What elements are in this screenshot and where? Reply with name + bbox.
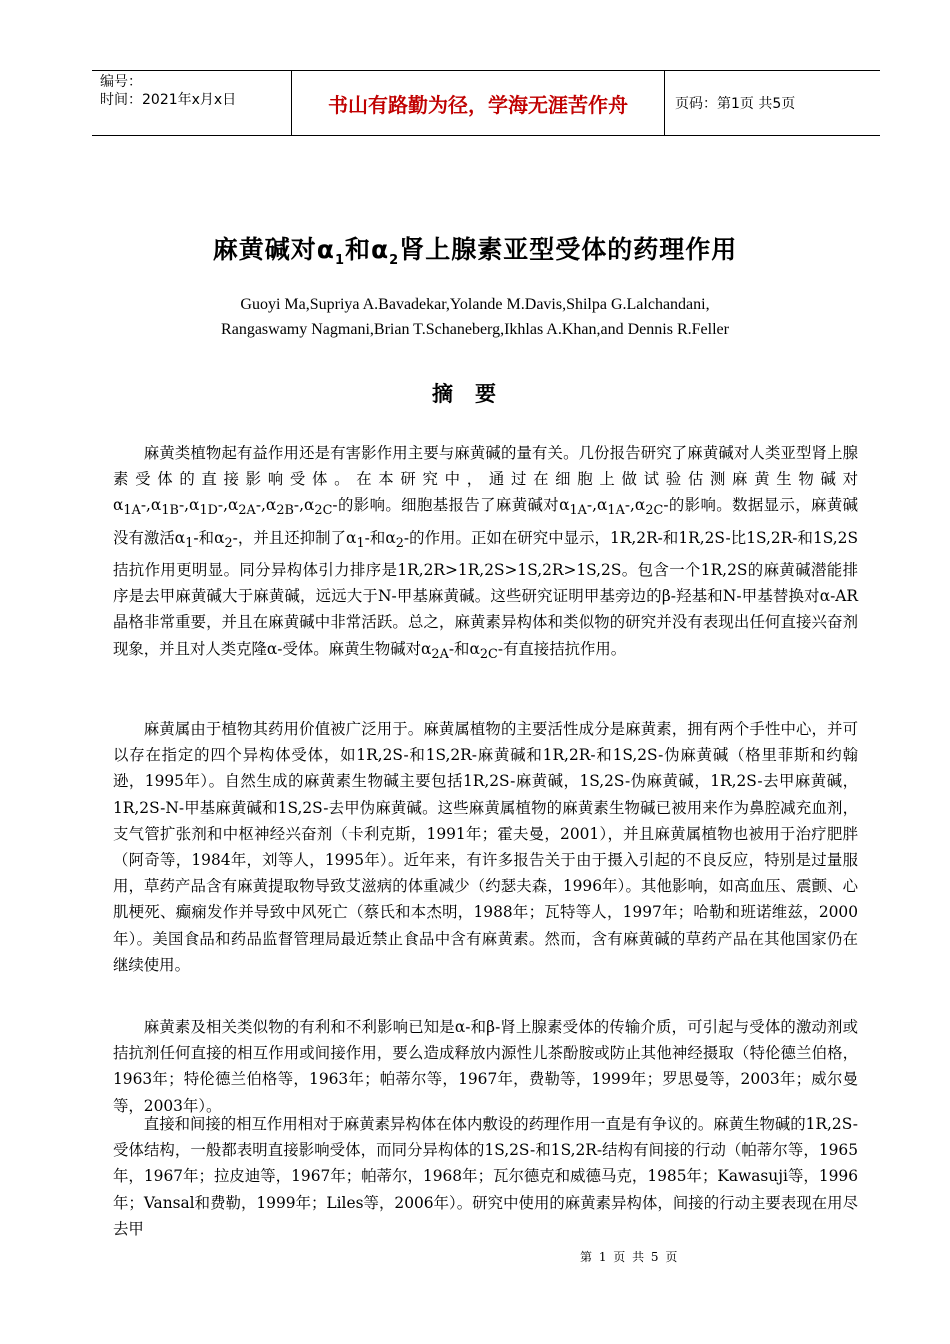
document-title [0,230,950,268]
header-meta [92,71,292,135]
title-subscript: 1 [334,253,345,268]
header-page-info [665,71,880,135]
abstract-heading: 摘要 [432,382,518,406]
authors [0,292,950,342]
page-footer: 第 1 页 共 5 页 [580,1250,678,1264]
title-subscript: 2 [389,253,400,268]
body-paragraph-1: 麻黄属由于植物其药用价值被广泛用于。麻黄属植物的主要活性成分是麻黄素，拥有两个手性中心，并可以存在指定的四个异构体受体，如1R,2S-和1S,2R-麻黄碱和1R,2R-和1S,2S-伪麻黄碱（格里菲斯和约翰逊，1995年）。自然生成的麻黄素生物碱主要包括1R,2S-麻黄碱，1S,2S-伪麻黄碱，1R,2S-去甲麻黄碱，1R,2S-N-甲基麻黄碱和1S,2S-去甲伪麻黄碱。这些麻黄属植物的麻黄素生物碱已被用来作为鼻腔减充血剂，支气管扩张剂和中枢神经兴奋剂（卡利克斯，1991年；霍夫曼，2001），并且麻黄属植物也被用于治疗肥胖（阿奇等，1984年，刘等人，1995年）。近年来，有许多报告关于由于摄入引起的不良反应，特别是过量服用，草药产品含有麻黄提取物导致艾滋病的体重减少（约瑟夫森，1996年）。其他影响，如高血压、震颤、心肌梗死、癫痫发作并导致中风死亡（蔡氏和本杰明，1988年；瓦特等人，1997年；哈勒和班诺维兹，2000年）。美国食品和药品监督管理局最近禁止食品中含有麻黄素。然而，含有麻黄碱的草药产品在其他国家仍在继续使用。 [113,720,858,974]
motto-text: 书山有路勤为径，学海无涯苦作舟 [328,92,628,117]
authors-line: Guoyi Ma,Supriya A.Bavadekar,Yolande M.Davis,Shilpa G.Lalchandani, [240,296,710,313]
page-info-text: 页码：第1页 共5页 [675,96,796,112]
header-motto [292,71,665,135]
body-paragraph-3: 直接和间接的相互作用相对于麻黄素异构体在体内敷设的药理作用一直是有争议的。麻黄生物碱的1R,2S-受体结构，一般都表明直接影响受体，而同分异构体的1S,2S-和1S,2R-结构有间接的行动（帕蒂尔等，1965年，1967年；拉皮迪等，1967年；帕蒂尔，1968年；瓦尔德克和威德马克，1985年；Kawasuji等，1996年；Vansal和费勒，1999年；Liles等，2006年）。研究中使用的麻黄素异构体，间接的行动主要表现在用尽去甲 [113,1115,858,1238]
body-paragraph-2: 麻黄素及相关类似物的有利和不利影响已知是α-和β-肾上腺素受体的传输介质，可引起与受体的激动剂或拮抗剂任何直接的相互作用或间接作用，要么造成释放内源性儿茶酚胺或防止其他神经摄取（特伦德兰伯格，1963年；特伦德兰伯格等，1963年；帕蒂尔等，1967年，费勒等，1999年；罗思曼等，2003年；威尔曼等，2003年）。 [113,1018,858,1115]
time-label: 时间：2021年x月x日 [100,92,237,108]
page-header [92,70,880,136]
number-label: 编号： [100,74,142,90]
title-part: 肾上腺素亚型受体的药理作用 [399,235,738,264]
title-part: 和α [344,235,390,264]
title-part: 麻黄碱对α [212,235,335,264]
authors-line: Rangaswamy Nagmani,Brian T.Schaneberg,Ikhlas A.Khan,and Dennis R.Feller [221,321,729,338]
abstract-paragraph: 麻黄类植物起有益作用还是有害影作用主要与麻黄碱的量有关。几份报告研究了麻黄碱对人类亚型肾上腺素受体的直接影响受体。在本研究中，通过在细胞上做试验估测麻黄生物碱对$\alpha_{1A}-,\alpha_{1B}-,\alpha_{1D}-,\alpha_{2A}-,\alpha_{2B}-,\alpha_{2C}-$的影响。细胞基报告了麻黄碱对$\alpha_{1A}-,\alpha_{1A}-,\alpha_{2C}-$的影响。数据显示，麻黄碱没有激活$\alpha_1-$和$\alpha_2-$，并且还抑制了$\alpha_1-$和$\alpha_2-$的作用。正如在研究中显示，1R,2R-和1R,2S-比1S,2R-和1S,2S拮抗作用更明显。同分异构体引力排序是1R,2R>1R,2S>1S,2R>1S,2S。包含一个1R,2S的麻黄碱潜能排序是去甲麻黄碱大于麻黄碱，远远大于N-甲基麻黄碱。这些研究证明甲基旁边的β-羟基和N-甲基替换对α-AR晶格非常重要，并且在麻黄碱中非常活跃。总之，麻黄素异构体和类似物的研究并没有表现出任何直接兴奋剂现象，并且对人类克隆α-受体。麻黄生物碱对$\alpha_{2A}-$和$\alpha_{2C}-$有直接拮抗作用。 [113,444,859,662]
